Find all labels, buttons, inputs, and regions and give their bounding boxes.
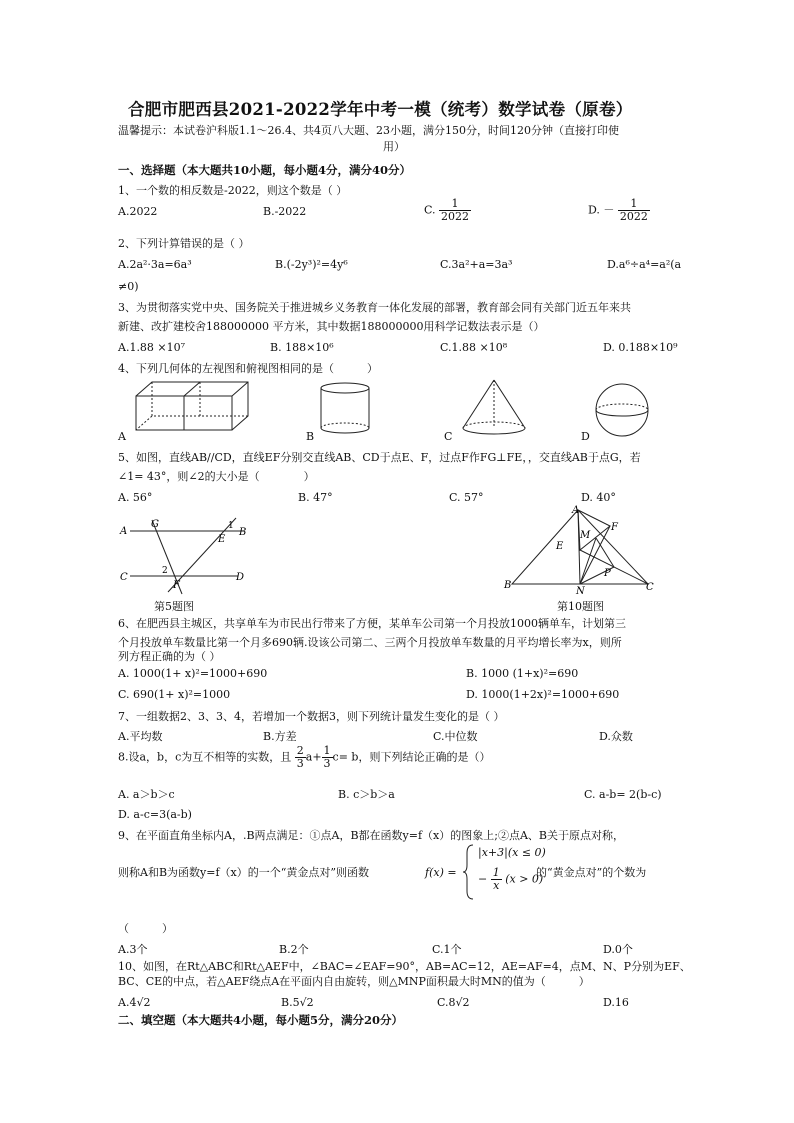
q8-fraction-1 bbox=[295, 745, 306, 770]
q9-option-c: C.1个 bbox=[432, 943, 462, 956]
q7-option-a: A.平均数 bbox=[118, 730, 163, 743]
q6-option-c: C. 690(1+ x)²=1000 bbox=[118, 688, 231, 701]
fig10-label-b: B bbox=[504, 580, 512, 591]
q9-function-label: f(x) = bbox=[425, 866, 457, 879]
q1-option-d bbox=[588, 198, 650, 223]
q8-option-b: B. c＞b＞a bbox=[338, 788, 395, 801]
q9-piece-2-den: x bbox=[493, 879, 500, 892]
fig10-label-c: C bbox=[646, 582, 654, 593]
q4-option-d: D bbox=[581, 430, 590, 443]
q10-option-d: D.16 bbox=[603, 996, 629, 1009]
q9-line-2-pre: 则称A和B为函数y=f（x）的一个“黄金点对”则函数 bbox=[118, 866, 369, 879]
q9-piecewise-brace bbox=[462, 843, 476, 901]
q8-f2-den: 3 bbox=[323, 757, 331, 770]
fig5-label-b: B bbox=[239, 527, 247, 538]
q7-option-b: B.方差 bbox=[263, 730, 297, 743]
q6-option-d: D. 1000(1+2x)²=1000+690 bbox=[466, 688, 620, 701]
q5-option-a: A. 56° bbox=[118, 491, 153, 504]
q1-option-b: B.-2022 bbox=[263, 205, 307, 218]
q4-option-b: B bbox=[306, 430, 315, 443]
q8-fraction-2 bbox=[322, 745, 333, 770]
q7-option-d: D.众数 bbox=[599, 730, 633, 743]
q1-c-numerator: 1 bbox=[439, 198, 471, 211]
fig10-label-m: M bbox=[580, 530, 591, 541]
tip-line-2: 用） bbox=[383, 140, 405, 153]
q8-f1-num: 2 bbox=[296, 744, 304, 757]
q3-option-b: B. 188×10⁶ bbox=[270, 341, 334, 354]
q8-stem bbox=[118, 745, 490, 770]
figure-10-lines bbox=[512, 510, 648, 584]
fig5-label-2: 2 bbox=[162, 566, 168, 576]
q1-option-a: A.2022 bbox=[118, 205, 158, 218]
q8-option-c: C. a-b= 2(b-c) bbox=[584, 788, 662, 801]
q9-piece-2-sign: − bbox=[478, 872, 488, 886]
q6-line-3: 列方程正确的为（ ） bbox=[118, 650, 221, 663]
q2-option-d: D.a⁶÷a⁴=a²(a bbox=[607, 258, 682, 271]
q1-c-denominator: 2022 bbox=[441, 210, 470, 223]
q4-stem: 4、下列几何体的左视图和俯视图相同的是（ ） bbox=[118, 362, 378, 375]
q7-option-c: C.中位数 bbox=[433, 730, 478, 743]
q1-option-d-label: D. － bbox=[588, 203, 615, 217]
q10-option-c: C.8√2 bbox=[437, 996, 470, 1009]
figure-10-caption: 第10题图 bbox=[557, 600, 604, 613]
q6-option-a: A. 1000(1+ x)²=1000+690 bbox=[118, 667, 268, 680]
q10-line-1: 10、如图，在Rt△ABC和Rt△AEF中，∠BAC=∠EAF=90°，AB=AC=12，AE=AF=4，点M、N、P分别为EF、 bbox=[118, 960, 691, 973]
q9-piece-2-fraction bbox=[491, 867, 502, 892]
q5-option-b: B. 47° bbox=[298, 491, 333, 504]
fig5-label-a: A bbox=[120, 526, 128, 537]
q1-stem: 1、一个数的相反数是-2022，则这个数是（ ） bbox=[118, 184, 348, 197]
q1-option-c-fraction bbox=[439, 198, 471, 223]
q5-line-1: 5、如图，直线AB//CD，直线EF分别交直线AB、CD于点E、F，过点F作FG⊥FE，，交直线AB于点G，若 bbox=[118, 451, 641, 464]
q4-option-a: A bbox=[118, 430, 126, 443]
q3-option-a: A.1.88 ×10⁷ bbox=[118, 341, 186, 354]
fig5-label-f: F bbox=[173, 580, 180, 591]
fig10-label-p: P bbox=[604, 568, 611, 579]
q1-d-numerator: 1 bbox=[618, 198, 650, 211]
section-1-title: 一、选择题（本大题共10小题，每小题4分，满分40分） bbox=[118, 163, 412, 177]
q4-cylinder-shape bbox=[321, 383, 369, 433]
q4-sphere-shape bbox=[596, 384, 648, 436]
q9-line-1: 9、在平面直角坐标内A，.B两点满足：①点A，B都在函数y=f（x）的图象上;②点A、B关于原点对称， bbox=[118, 829, 624, 842]
q4-cone-shape bbox=[463, 380, 525, 434]
q9-piece-2-cond: (x > 0) bbox=[505, 872, 544, 886]
q1-option-d-fraction bbox=[618, 198, 650, 223]
q2-option-b: B.(-2y³)²=4y⁶ bbox=[275, 258, 348, 271]
q2-option-c: C.3a²+a=3a³ bbox=[440, 258, 513, 271]
q3-line-1: 3、为贯彻落实党中央、国务院关于推进城乡义务教育一体化发展的部署，教育部会同有关部门近五年来共 bbox=[118, 301, 631, 314]
figure-5-lines bbox=[130, 518, 247, 594]
fig5-label-c: C bbox=[120, 572, 128, 583]
q2-stem: 2、下列计算错误的是（ ） bbox=[118, 237, 250, 250]
q8-f1-den: 3 bbox=[296, 757, 304, 770]
q5-line-2: ∠1= 43°，则∠2的大小是（ ） bbox=[118, 470, 315, 483]
q9-piece-2-num: 1 bbox=[492, 866, 500, 879]
q8-stem-post: c= b，则下列结论正确的是（） bbox=[332, 750, 491, 764]
q5-option-c: C. 57° bbox=[449, 491, 484, 504]
q8-stem-mid: a+ bbox=[305, 750, 322, 764]
q4-cuboid-shape bbox=[136, 382, 248, 430]
q4-option-c: C bbox=[444, 430, 453, 443]
q9-paren: （ ） bbox=[118, 922, 173, 935]
figure-5-caption: 第5题图 bbox=[154, 600, 194, 613]
q8-stem-pre: 8.设a，b，c为互不相等的实数，且 bbox=[118, 750, 292, 764]
section-2-title: 二、填空题（本大题共4小题，每小题5分，满分20分） bbox=[118, 1013, 404, 1027]
q6-option-b: B. 1000 (1+x)²=690 bbox=[466, 667, 579, 680]
q9-piece-2 bbox=[478, 867, 543, 892]
q1-option-c bbox=[424, 198, 471, 223]
fig10-label-a: A bbox=[572, 505, 580, 516]
q9-line-2-post: 的“黄金点对”的个数为 bbox=[536, 866, 647, 879]
q6-line-2: 个月投放单车数量比第一个月多690辆.设该公司第二、三两个月投放单车数量的月平均增长率为x，则所 bbox=[118, 636, 622, 649]
fig10-label-n: N bbox=[576, 586, 585, 597]
fig10-label-f: F bbox=[611, 522, 618, 533]
q9-option-a: A.3个 bbox=[118, 943, 148, 956]
q6-line-1: 6、在肥西县主城区，共享单车为市民出行带来了方便，某单车公司第一个月投放1000辆单车，计划第三 bbox=[118, 617, 626, 630]
q4-solids-figure bbox=[118, 378, 678, 444]
page-title: 合肥市肥西县2021-2022学年中考一模（统考）数学试卷（原卷） bbox=[128, 100, 633, 119]
fig10-label-e: E bbox=[556, 541, 564, 552]
tip-line-1: 温馨提示：本试卷沪科版1.1～26.4、共4页八大题、23小题，满分150分，时间120分钟（直接打印使 bbox=[118, 124, 619, 137]
figure-10 bbox=[498, 502, 662, 600]
q1-option-c-label: C. bbox=[424, 203, 436, 217]
q8-option-a: A. a＞b＞c bbox=[118, 788, 175, 801]
q10-option-b: B.5√2 bbox=[281, 996, 314, 1009]
fig5-label-g: G bbox=[151, 519, 159, 530]
q1-d-denominator: 2022 bbox=[619, 210, 648, 223]
q8-option-d: D. a-c=3(a-b) bbox=[118, 808, 192, 821]
q5-option-d: D. 40° bbox=[581, 491, 616, 504]
fig5-label-1: 1 bbox=[228, 521, 234, 531]
q8-f2-num: 1 bbox=[323, 744, 331, 757]
q10-option-a: A.4√2 bbox=[118, 996, 151, 1009]
q7-stem: 7、一组数据2、3、3、4，若增加一个数据3，则下列统计量发生变化的是（ ） bbox=[118, 710, 505, 723]
q3-line-2: 新建、改扩建校舍188000000 平方米，其中数据188000000用科学记数法表示是（） bbox=[118, 320, 545, 333]
q10-line-2: BC、CE的中点，若△AEF绕点A在平面内自由旋转，则△MNP面积最大时MN的值为（ ） bbox=[118, 975, 590, 988]
q2-option-a: A.2a²·3a=6a³ bbox=[118, 258, 192, 271]
q9-option-b: B.2个 bbox=[279, 943, 309, 956]
q9-option-d: D.0个 bbox=[603, 943, 633, 956]
fig5-label-e: E bbox=[218, 534, 226, 545]
figure-5 bbox=[118, 512, 258, 602]
q9-piece-1: |x+3|(x ≤ 0) bbox=[478, 846, 546, 859]
q3-option-d: D. 0.188×10⁹ bbox=[603, 341, 678, 354]
q3-option-c: C.1.88 ×10⁸ bbox=[440, 341, 508, 354]
fig5-label-d: D bbox=[236, 572, 245, 583]
q2-option-d-cont: ≠0) bbox=[118, 280, 139, 293]
